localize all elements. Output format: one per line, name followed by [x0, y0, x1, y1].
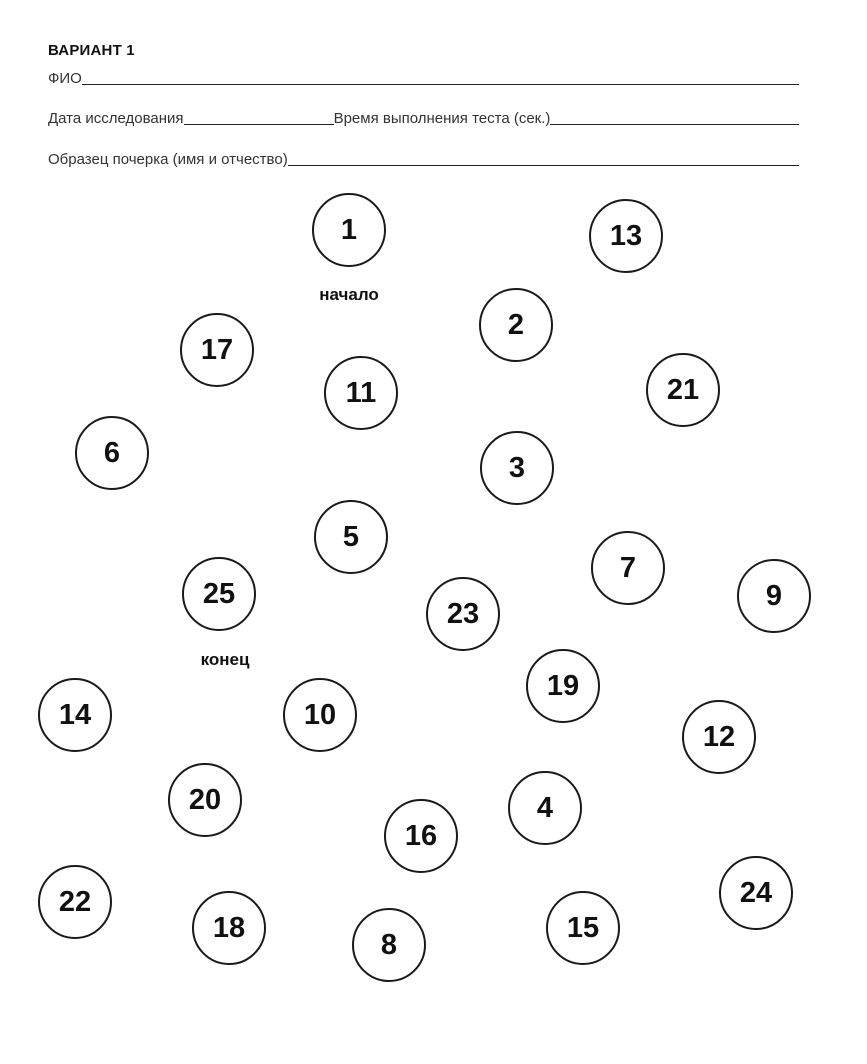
number-circle-7[interactable]: 7 [591, 531, 665, 605]
time-label: Время выполнения теста (сек.) [333, 110, 551, 127]
date-time-field-row [48, 110, 799, 128]
number-circle-13[interactable]: 13 [589, 199, 663, 273]
handwriting-label: Образец почерка (имя и отчество) [48, 151, 288, 168]
number-circle-16[interactable]: 16 [384, 799, 458, 873]
handwriting-field-row [48, 151, 799, 169]
fio-label: ФИО [48, 70, 82, 87]
number-circle-25[interactable]: 25 [182, 557, 256, 631]
number-circle-14[interactable]: 14 [38, 678, 112, 752]
date-label: Дата исследования [48, 110, 184, 127]
number-circle-17[interactable]: 17 [180, 313, 254, 387]
number-circle-20[interactable]: 20 [168, 763, 242, 837]
number-circle-3[interactable]: 3 [480, 431, 554, 505]
number-circle-5[interactable]: 5 [314, 500, 388, 574]
number-circle-19[interactable]: 19 [526, 649, 600, 723]
number-circle-12[interactable]: 12 [682, 700, 756, 774]
number-circle-21[interactable]: 21 [646, 353, 720, 427]
handwriting-input-line[interactable] [288, 151, 799, 166]
number-circle-4[interactable]: 4 [508, 771, 582, 845]
number-circle-23[interactable]: 23 [426, 577, 500, 651]
number-circle-24[interactable]: 24 [719, 856, 793, 930]
number-circle-6[interactable]: 6 [75, 416, 149, 490]
number-circle-9[interactable]: 9 [737, 559, 811, 633]
number-circle-15[interactable]: 15 [546, 891, 620, 965]
number-circle-22[interactable]: 22 [38, 865, 112, 939]
number-circle-10[interactable]: 10 [283, 678, 357, 752]
variant-title: ВАРИАНТ 1 [48, 42, 135, 59]
end-label: конец [200, 650, 250, 669]
number-circle-18[interactable]: 18 [192, 891, 266, 965]
time-input-line[interactable] [550, 110, 799, 125]
number-circle-1[interactable]: 1 [312, 193, 386, 267]
fio-input-line[interactable] [82, 70, 799, 85]
date-input-line[interactable] [184, 110, 334, 125]
number-circle-11[interactable]: 11 [324, 356, 398, 430]
number-circle-2[interactable]: 2 [479, 288, 553, 362]
fio-field-row [48, 70, 799, 88]
number-circle-8[interactable]: 8 [352, 908, 426, 982]
start-label: начало [319, 285, 379, 304]
